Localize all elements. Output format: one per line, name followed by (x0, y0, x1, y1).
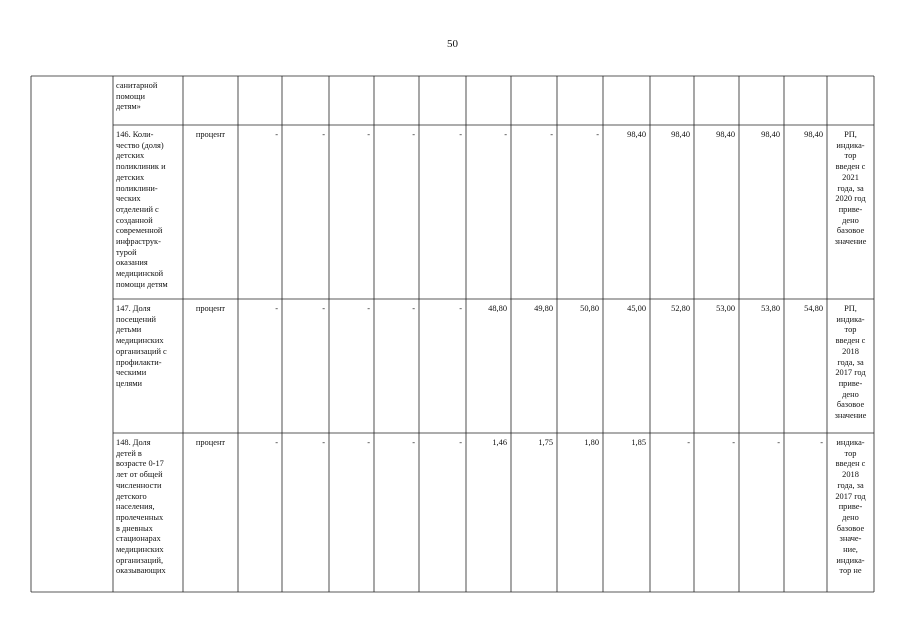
row-value: - (367, 130, 370, 139)
row-value: 45,00 (627, 304, 646, 313)
row-unit: процент (195, 130, 226, 139)
row-value: - (412, 304, 415, 313)
row-value: 98,40 (627, 130, 646, 139)
row-name: 148. Доля детей в возрасте 0-17 лет от общей численности детского населения, пролеченных в дневных стационарах медицинских организаций, оказывающих (116, 438, 166, 576)
row-value: 48,80 (488, 304, 507, 313)
row-name: 146. Коли- чество (доля) детских поликлиник и детских поликлини- ческих отделений с созданной современной инфраструк- турой оказания медицинской помощи детям (116, 130, 168, 289)
row-value: - (777, 438, 780, 447)
row-value: - (322, 304, 325, 313)
row-value: - (459, 304, 462, 313)
row-value: 1,75 (538, 438, 553, 447)
row-value: 54,80 (804, 304, 823, 313)
row-value: - (275, 438, 278, 447)
row-name: санитарной помощи детям» (116, 81, 158, 112)
row-value: 1,85 (631, 438, 646, 447)
row-value: - (412, 438, 415, 447)
page-number: 50 (447, 38, 458, 50)
row-value: - (275, 130, 278, 139)
row-note: РП, индика- тор введен с 2021 года, за 2020 год приве- дено базовое значение (834, 130, 867, 247)
row-value: 98,40 (761, 130, 780, 139)
row-value: 52,80 (671, 304, 690, 313)
row-note: индика- тор введен с 2018 года, за 2017 год приве- дено базовое значе- ние, индика- тор не (835, 438, 866, 576)
row-value: 53,00 (716, 304, 735, 313)
row-value: - (459, 130, 462, 139)
row-name: 147. Доля посещений детьми медицинских организаций с профилакти- ческими целями (116, 304, 167, 388)
row-value: - (367, 304, 370, 313)
row-value: 98,40 (804, 130, 823, 139)
row-value: 50,80 (580, 304, 599, 313)
row-value: - (550, 130, 553, 139)
row-value: 53,80 (761, 304, 780, 313)
row-unit: процент (195, 304, 226, 313)
row-value: - (732, 438, 735, 447)
row-value: - (687, 438, 690, 447)
row-value: - (820, 438, 823, 447)
row-unit: процент (195, 438, 226, 447)
row-value: - (596, 130, 599, 139)
row-note: РП, индика- тор введен с 2018 года, за 2017 год приве- дено базовое значение (834, 304, 867, 421)
row-value: - (412, 130, 415, 139)
row-value: 49,80 (534, 304, 553, 313)
row-value: 1,80 (584, 438, 599, 447)
row-value: - (459, 438, 462, 447)
row-value: - (367, 438, 370, 447)
row-value: - (322, 130, 325, 139)
row-value: 98,40 (671, 130, 690, 139)
row-value: 98,40 (716, 130, 735, 139)
row-value: - (504, 130, 507, 139)
row-value: - (322, 438, 325, 447)
row-value: - (275, 304, 278, 313)
row-value: 1,46 (492, 438, 507, 447)
